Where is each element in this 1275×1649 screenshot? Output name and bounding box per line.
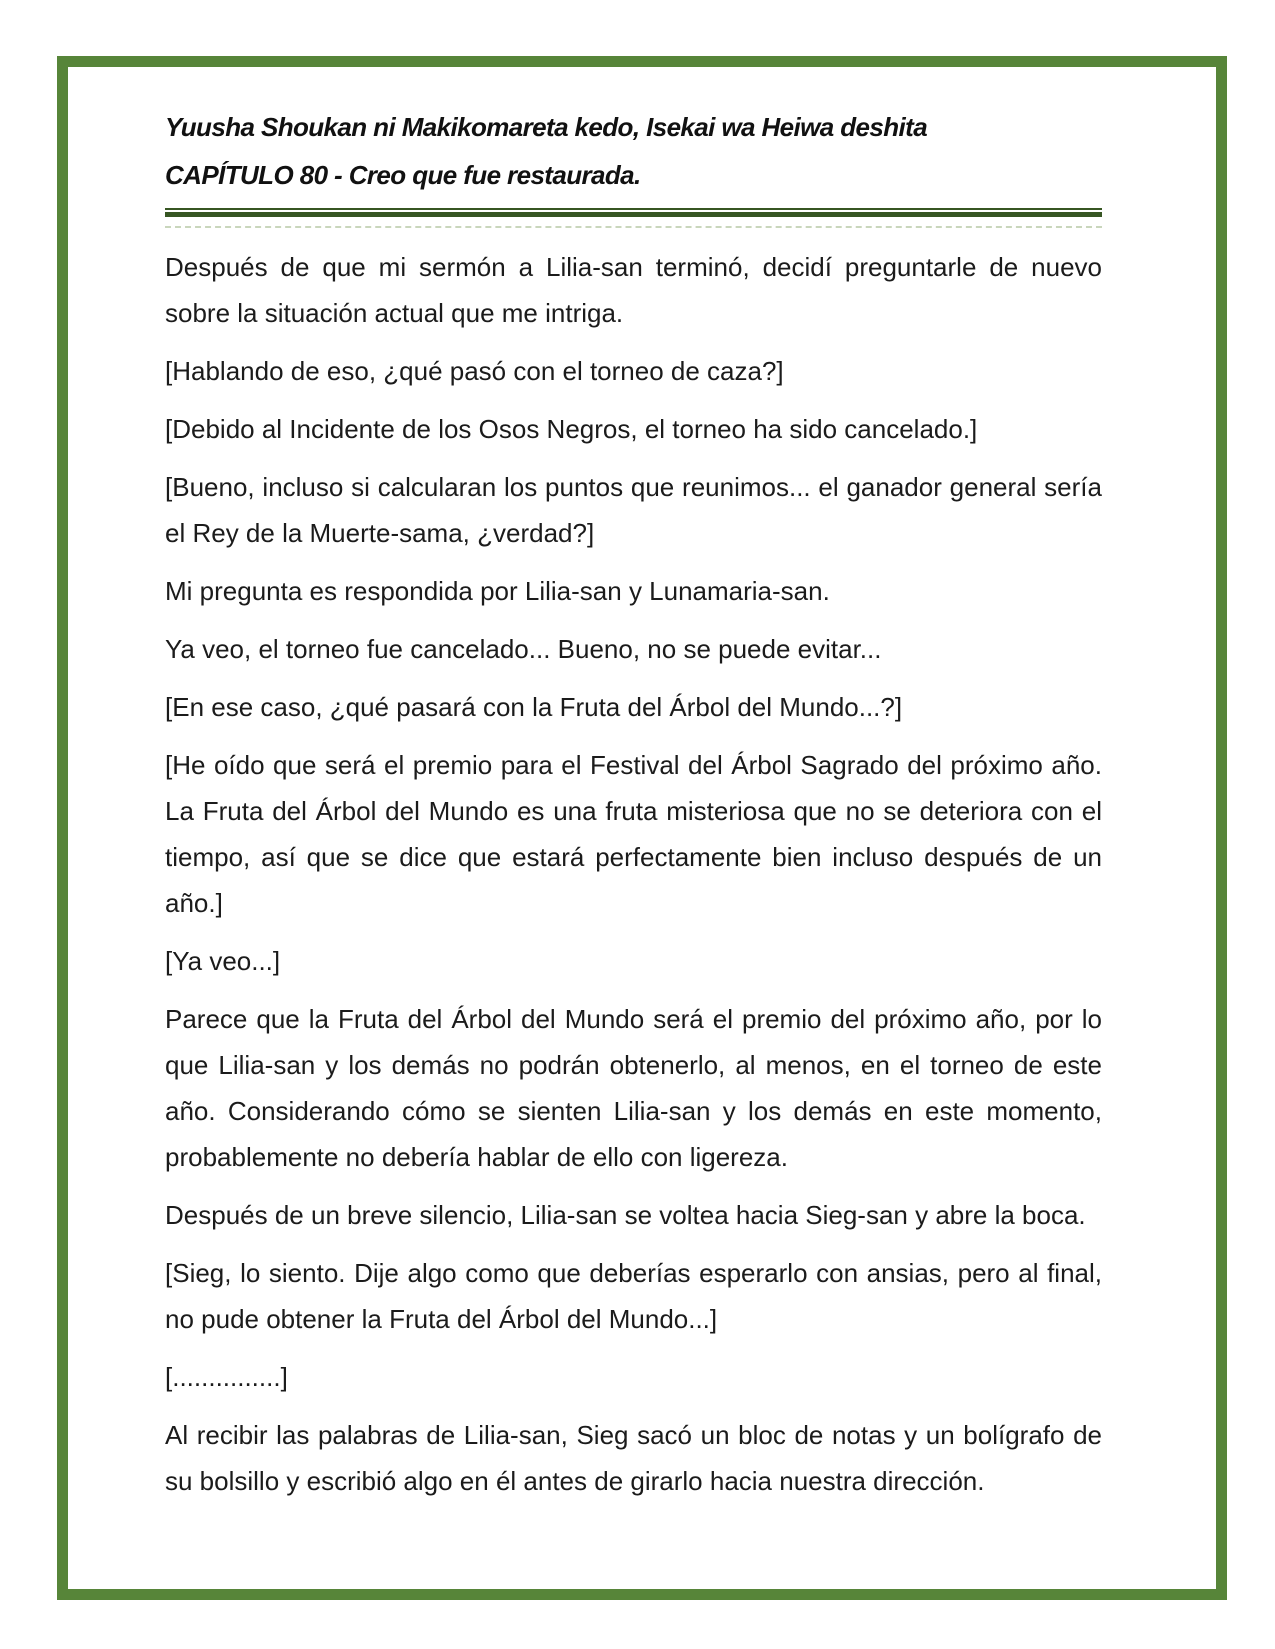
paragraph: [Ya veo...] [165, 946, 281, 976]
paragraph: Parece que la Fruta del Árbol del Mundo será el premio del próximo año, por lo que Lilia-san y los demás no podrán obtenerlo, al menos, en el torneo de este año. Considerando cómo se sienten Lilia-san y los demás en este momento, probablemente no debería hablar de ello con ligereza. [165, 1004, 1102, 1172]
paragraph: [...............] [165, 1362, 288, 1392]
paragraph: Ya veo, el torneo fue cancelado... Bueno, no se puede evitar... [165, 634, 882, 664]
paragraph: [En ese caso, ¿qué pasará con la Fruta del Árbol del Mundo...?] [165, 692, 903, 722]
paragraph: Después de un breve silencio, Lilia-san se voltea hacia Sieg-san y abre la boca. [165, 1200, 1086, 1230]
paragraph: Al recibir las palabras de Lilia-san, Sieg sacó un bloc de notas y un bolígrafo de su bolsillo y escribió algo en él antes de girarlo hacia nuestra dirección. [165, 1420, 1102, 1496]
paragraph: [He oído que será el premio para el Festival del Árbol Sagrado del próximo año. La Fruta del Árbol del Mundo es una fruta misteriosa que no se deteriora con el tiempo, así que se dice que estará perfectamente bien incluso después de un año.] [165, 750, 1102, 918]
paragraph: [Debido al Incidente de los Osos Negros, el torneo ha sido cancelado.] [165, 414, 978, 444]
heading-rule-thick [165, 212, 1102, 217]
chapter-title: CAPÍTULO 80 - Creo que fue restaurada. [165, 160, 641, 190]
paragraph: Después de que mi sermón a Lilia-san terminó, decidí preguntarle de nuevo sobre la situación actual que me intriga. [165, 252, 1102, 328]
heading-rule-faint [165, 226, 1102, 228]
paragraph: Mi pregunta es respondida por Lilia-san y Lunamaria-san. [165, 576, 830, 606]
paragraph: [Bueno, incluso si calcularan los puntos que reunimos... el ganador general sería el Rey de la Muerte-sama, ¿verdad?] [165, 472, 1102, 548]
paragraph: [Sieg, lo siento. Dije algo como que deberías esperarlo con ansias, pero al final, no pude obtener la Fruta del Árbol del Mundo...] [165, 1258, 1102, 1334]
paragraph-list [165, 244, 1102, 1504]
paragraph: [Hablando de eso, ¿qué pasó con el torneo de caza?] [165, 356, 784, 386]
page-content [165, 103, 1102, 1516]
series-title: Yuusha Shoukan ni Makikomareta kedo, Isekai wa Heiwa deshita [165, 112, 928, 142]
heading-rule-thin [165, 208, 1102, 210]
